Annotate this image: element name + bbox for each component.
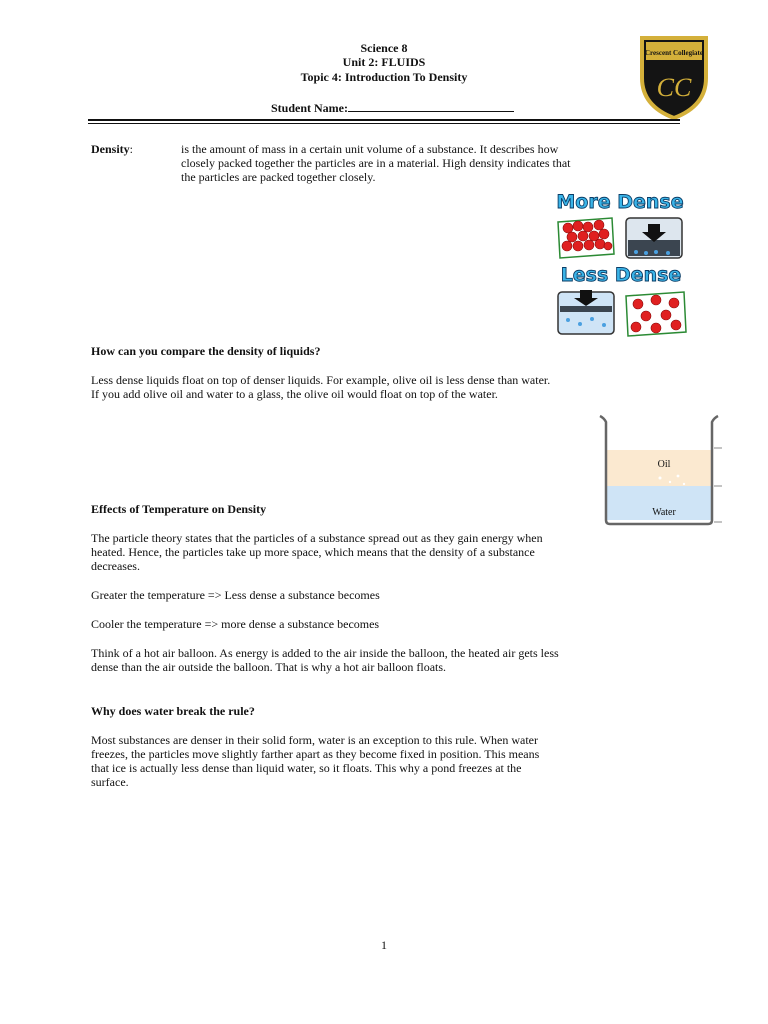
- particle-theory-line: The particle theory states that the particles of a substance spread out as they gain energy when: [91, 531, 543, 545]
- less-dense-label: Less Dense: [560, 264, 682, 286]
- liquids-line: If you add olive oil and water to a glass, the olive oil would float on top of the water.: [91, 387, 498, 401]
- topic-title: Topic 4: Introduction To Density: [300, 70, 468, 84]
- page-number: 1: [381, 938, 387, 952]
- expanded-beaker: [558, 290, 614, 334]
- cooler-temperature-rule: Cooler the temperature => more dense a substance becomes: [91, 617, 380, 631]
- density-term: Density: [91, 142, 130, 156]
- student-name-label: Student Name:: [271, 101, 348, 115]
- student-name-row: [271, 99, 514, 115]
- temperature-heading: Effects of Temperature on Density: [91, 502, 267, 516]
- particle-theory-line: heated. Hence, the particles take up more space, which means that the density of a substance: [91, 545, 535, 559]
- student-name-blank[interactable]: [348, 99, 514, 112]
- balloon-line: Think of a hot air balloon. As energy is added to the air inside the balloon, the heated air gets less: [91, 646, 559, 660]
- water-line: that ice is actually less dense than liquid water, so it floats. This why a pond freezes at the: [91, 761, 522, 775]
- dense-particle-box: [558, 218, 614, 258]
- definition-line: closely packed together the particles are in a material. High density indicates that: [181, 156, 571, 170]
- water-exception-paragraph: [91, 733, 691, 789]
- course-title: Science 8: [360, 41, 408, 55]
- more-dense-label: More Dense: [556, 191, 684, 213]
- water-line: Most substances are denser in their solid form, water is an exception to this rule. When water: [91, 733, 538, 747]
- unit-title: Unit 2: FLUIDS: [342, 55, 426, 69]
- particle-theory-paragraph: [91, 531, 691, 573]
- water-line: freezes, the particles move slightly farther apart as they become fixed in position. This means: [91, 747, 540, 761]
- density-illustration: [548, 188, 696, 338]
- definition-line: is the amount of mass in a certain unit volume of a substance. It describes how: [181, 142, 559, 156]
- balloon-line: dense than the air outside the balloon. That is why a hot air balloon floats.: [91, 660, 447, 674]
- liquids-heading: How can you compare the density of liquids?: [91, 344, 321, 358]
- compressed-beaker: [626, 218, 682, 258]
- logo-text: Crescent Collegiate: [645, 49, 703, 57]
- liquids-line: Less dense liquids float on top of denser liquids. For example, olive oil is less dense than water.: [91, 373, 551, 387]
- water-line: surface.: [91, 775, 129, 789]
- spread-particle-box: [626, 292, 686, 336]
- density-colon: :: [129, 142, 134, 156]
- logo-monogram: CC: [656, 73, 692, 102]
- water-label: Water: [652, 507, 676, 518]
- water-rule-heading: Why does water break the rule?: [91, 704, 255, 718]
- definition-line: the particles are packed together closely.: [181, 170, 376, 184]
- greater-temperature-rule: Greater the temperature => Less dense a substance becomes: [91, 588, 380, 602]
- density-definition: [181, 142, 701, 184]
- particle-theory-line: decreases.: [91, 559, 140, 573]
- oil-label: Oil: [657, 459, 671, 470]
- hot-air-balloon-paragraph: [91, 646, 691, 674]
- header-rule: [88, 119, 680, 121]
- liquids-paragraph: [91, 373, 691, 401]
- school-crest-logo: [636, 30, 712, 120]
- density-term-row: [91, 142, 133, 156]
- header-rule-thin: [88, 123, 680, 124]
- oil-water-beaker: [598, 412, 728, 528]
